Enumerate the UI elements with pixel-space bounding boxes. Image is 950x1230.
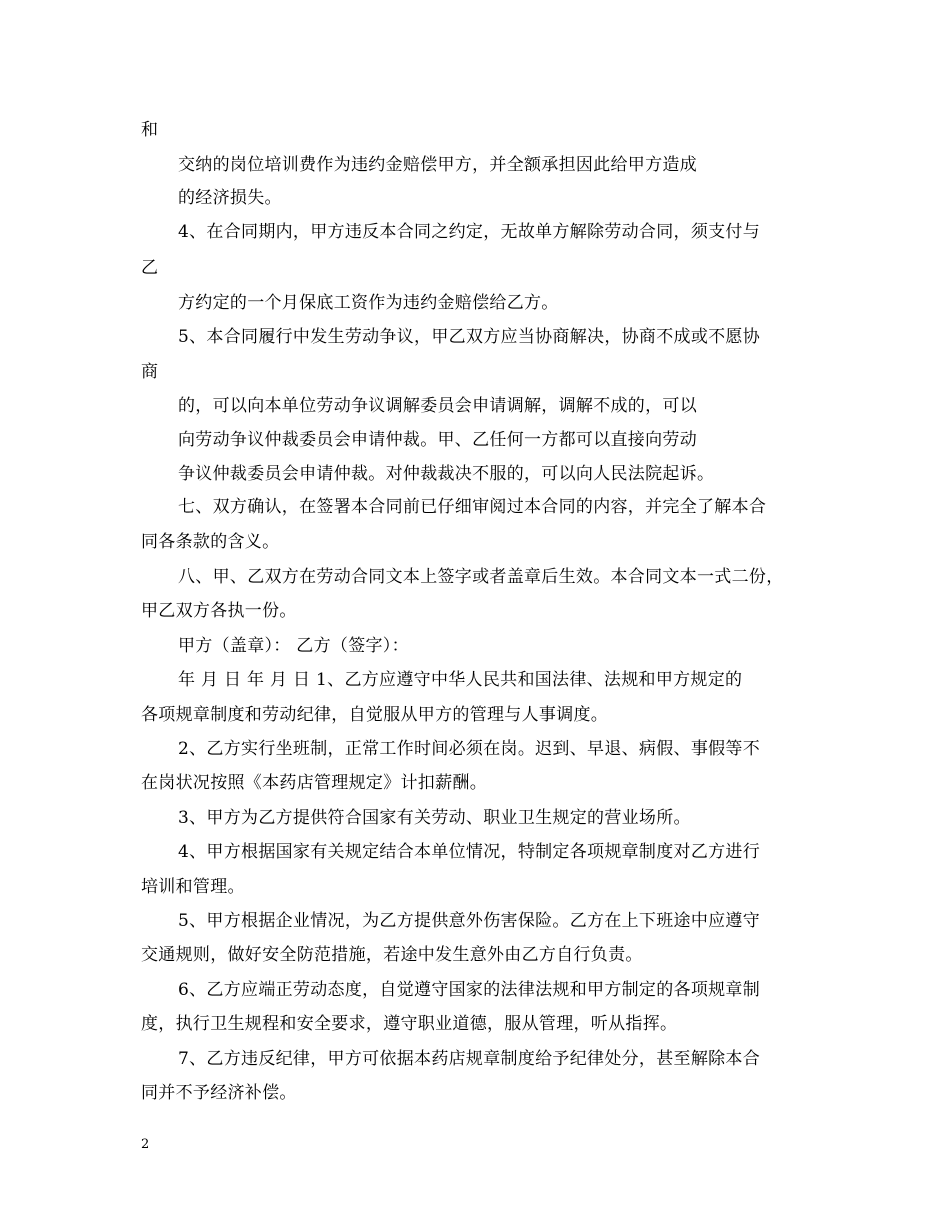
text-line: 年 月 日 年 月 日 1、乙方应遵守中华人民共和国法律、法规和甲方规定的	[178, 670, 743, 690]
signature-line: 甲方（盖章）： 乙方（签字）：	[178, 636, 409, 656]
text-line: 争议仲裁委员会申请仲裁。对仲裁裁决不服的，可以向人民法院起诉。	[178, 464, 715, 484]
text-line: 商	[141, 362, 159, 382]
text-line: 的，可以向本单位劳动争议调解委员会申请调解，调解不成的，可以	[178, 396, 697, 416]
text-line: 4、甲方根据国家有关规定结合本单位情况，特制定各项规章制度对乙方进行	[178, 842, 761, 862]
page-number: 2	[141, 1137, 150, 1152]
text-line: 各项规章制度和劳动纪律，自觉服从甲方的管理与人事调度。	[141, 705, 609, 725]
text-line: 七、双方确认，在签署本合同前已仔细审阅过本合同的内容，并完全了解本合	[178, 497, 767, 517]
text-line: 培训和管理。	[141, 877, 245, 897]
text-line: 乙	[141, 258, 159, 278]
text-line: 交纳的岗位培训费作为违约金赔偿甲方，并全额承担因此给甲方造成	[178, 155, 697, 175]
text-line: 甲乙双方各执一份。	[141, 601, 297, 621]
text-line: 4、在合同期内，甲方违反本合同之约定，无故单方解除劳动合同，须支付与	[178, 222, 761, 242]
text-line: 7、乙方违反纪律，甲方可依据本药店规章制度给予纪律处分，甚至解除本合	[178, 1049, 761, 1069]
text-line: 向劳动争议仲裁委员会申请仲裁。甲、乙任何一方都可以直接向劳动	[178, 430, 697, 450]
text-line: 2、乙方实行坐班制，正常工作时间必须在岗。迟到、早退、病假、事假等不	[178, 739, 761, 759]
text-line: 的经济损失。	[178, 188, 282, 208]
text-line: 3、甲方为乙方提供符合国家有关劳动、职业卫生规定的营业场所。	[178, 808, 691, 828]
text-line: 度，执行卫生规程和安全要求，遵守职业道德，服从管理，听从指挥。	[141, 1014, 678, 1034]
text-line: 同各条款的含义。	[141, 532, 280, 552]
text-line: 6、乙方应端正劳动态度，自觉遵守国家的法律法规和甲方制定的各项规章制	[178, 980, 761, 1000]
text-line: 5、本合同履行中发生劳动争议，甲乙双方应当协商解决，协商不成或不愿协	[178, 327, 761, 347]
text-line: 5、甲方根据企业情况，为乙方提供意外伤害保险。乙方在上下班途中应遵守	[178, 911, 761, 931]
text-line: 和	[141, 120, 159, 140]
text-line: 交通规则，做好安全防范措施，若途中发生意外由乙方自行负责。	[141, 945, 643, 965]
text-line: 八、甲、乙双方在劳动合同文本上签字或者盖章后生效。本合同文本一式二份，	[178, 567, 784, 587]
text-line: 在岗状况按照《本药店管理规定》计扣薪酬。	[141, 773, 487, 793]
text-line: 方约定的一个月保底工资作为违约金赔偿给乙方。	[178, 293, 559, 313]
text-line: 同并不予经济补偿。	[141, 1083, 297, 1103]
